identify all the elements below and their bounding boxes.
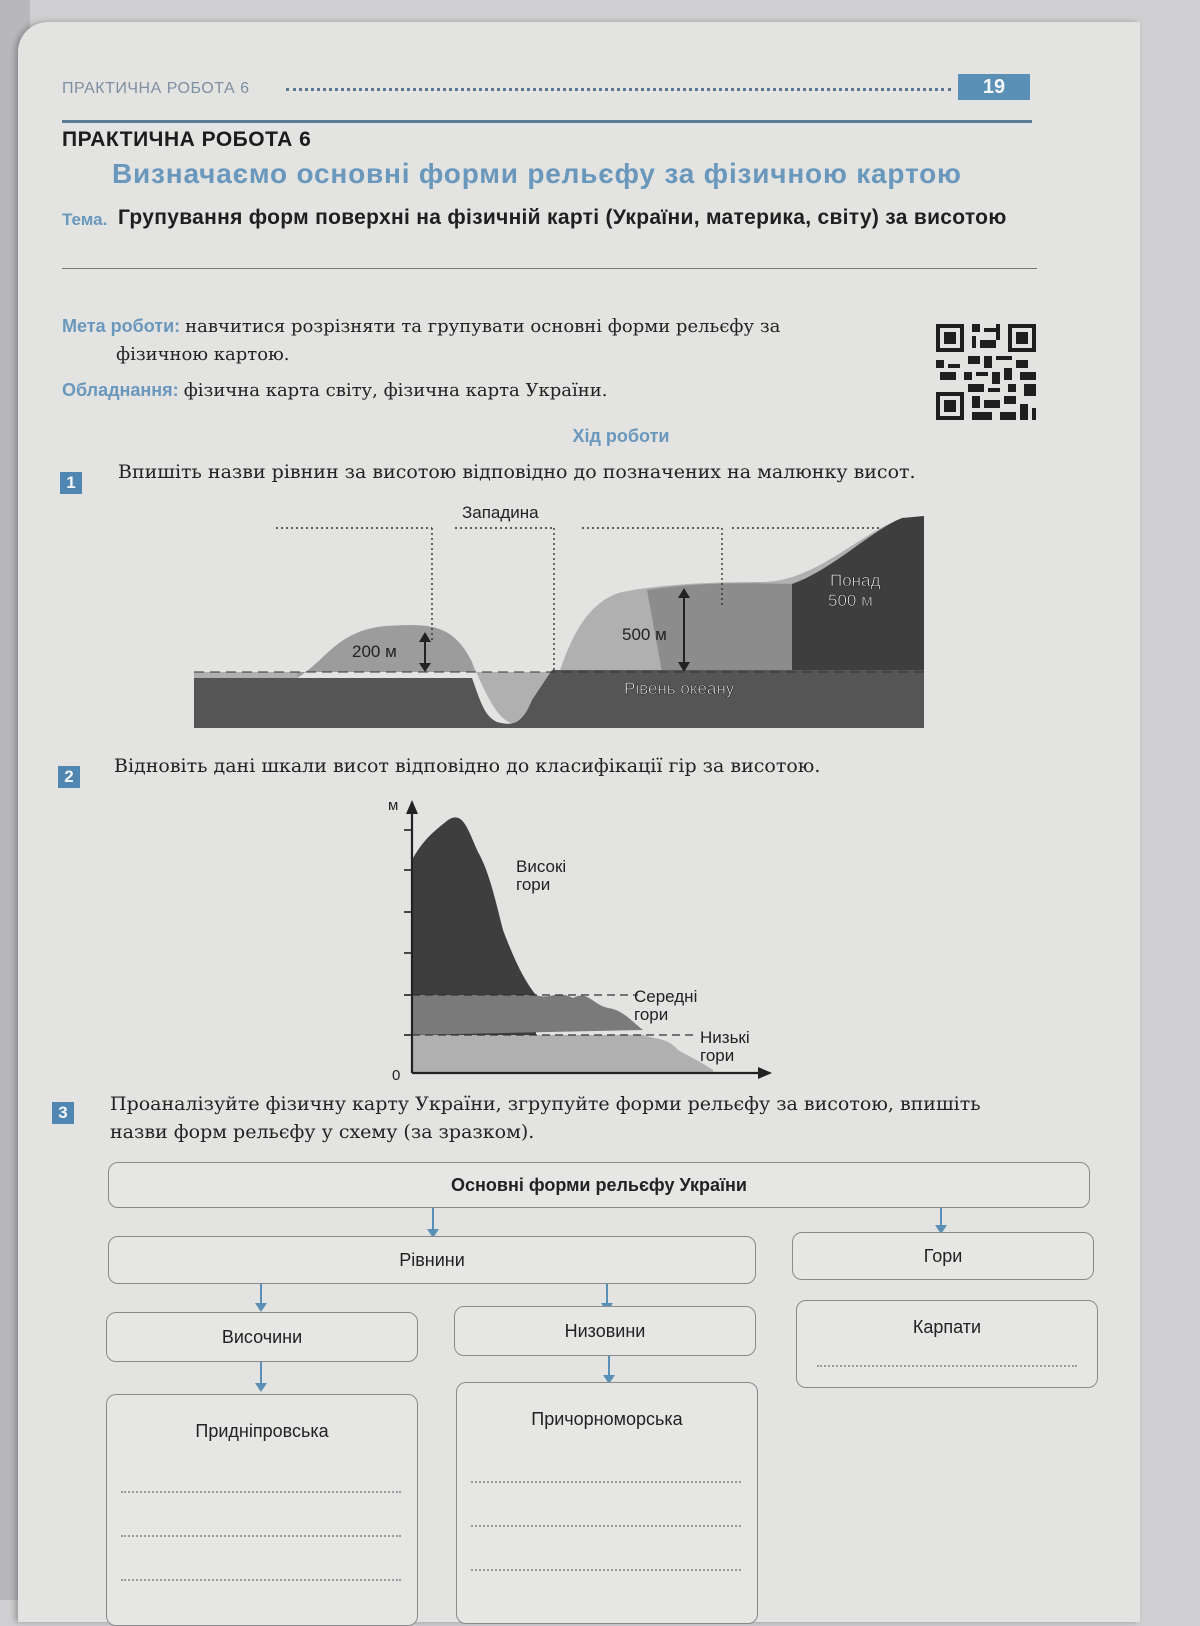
label-low-mountains-1: Низькі [700,1028,750,1047]
theme-text: Групування форм поверхні на фізичній карті (України, материка, світу) за висотою [118,206,1007,229]
task1-relief-diagram [192,500,962,740]
theme-label: Тема. [62,210,108,229]
arrow-to-lowlands [606,1284,608,1304]
task2-text: Відновіть дані шкали висот відповідно до класифікації гір за висотою. [114,755,821,777]
scheme-lowlands-box: Низовини [454,1306,756,1356]
arrow-to-lowland-list [608,1356,610,1376]
qr-code[interactable] [932,320,1040,424]
task2-badge: 2 [58,766,80,788]
header-dotted-leader [286,88,951,91]
label-depression: Западина [462,503,539,522]
label-mid-mountains-1: Середні [634,987,698,1006]
arrow-to-mountains [940,1208,942,1226]
lowland-answer-line-2[interactable] [471,1525,741,1527]
goal-text-line2: фізичною картою. [116,344,290,365]
task3-text [110,1090,1110,1146]
label-over500-line2: 500 м [828,591,873,610]
lowland-example: Причорноморська [531,1409,683,1429]
theme-rule [62,268,1037,269]
equipment-text: фізична карта світу, фізична карта України. [183,380,608,401]
axis-zero: 0 [392,1067,401,1080]
upland-answer-line-1[interactable] [121,1491,401,1493]
scheme-upland-list-box [106,1394,418,1626]
lowland-answer-line-3[interactable] [471,1569,741,1571]
label-ocean-level: Рівень океану [624,679,735,698]
upland-example: Придніпровська [195,1421,329,1441]
label-high-mountains-1: Високі [516,857,567,876]
header-rule [62,120,1032,123]
carpathians-answer-line[interactable] [817,1365,1077,1367]
workbook-page [18,22,1140,1622]
arrow-to-plains [432,1208,434,1230]
running-header: ПРАКТИЧНА РОБОТА 6 [62,80,250,97]
carpathians-label: Карпати [912,1317,982,1337]
axis-unit: м [388,797,399,814]
scheme-plains-box: Рівнини [108,1236,756,1284]
work-label: ПРАКТИЧНА РОБОТА 6 [62,128,312,151]
arrow-to-uplands [260,1284,262,1304]
goal-text-line1: навчитися розрізняти та групувати основні форми рельєфу за [185,316,781,337]
scheme-root-box: Основні форми рельєфу України [108,1162,1090,1208]
scheme-carpathians-box [796,1300,1098,1388]
lowland-answer-line-1[interactable] [471,1481,741,1483]
goal-label: Мета роботи: [62,316,181,336]
label-over500-line1: Понад [830,571,881,590]
label-low-mountains-2: гори [700,1046,735,1065]
progress-title: Хід роботи [572,426,670,446]
work-title: Визначаємо основні форми рельєфу за фізичною картою [112,158,962,189]
page-number: 19 [958,74,1030,100]
label-mid-mountains-2: гори [634,1005,669,1024]
label-high-mountains-2: гори [516,875,551,894]
scheme-mountains-box: Гори [792,1232,1094,1280]
task1-text: Впишіть назви рівнин за висотою відповідно до позначених на малюнку висот. [118,461,916,483]
equipment-label: Обладнання: [62,380,179,400]
arrow-to-upland-list [260,1362,262,1384]
label-200m: 200 м [352,642,397,661]
task3-text-line1: Проаналізуйте фізичну карту України, згрупуйте форми рельєфу за висотою, впишіть [110,1093,981,1115]
scheme-lowland-list-box [456,1382,758,1624]
task3-text-line2: назви форм рельєфу у схему (за зразком). [110,1121,535,1143]
task1-badge: 1 [60,472,82,494]
label-500m: 500 м [622,625,667,644]
goal-paragraph [62,312,922,369]
equipment-paragraph [62,380,608,401]
task3-badge: 3 [52,1102,74,1124]
scheme-uplands-box: Височини [106,1312,418,1362]
upland-answer-line-2[interactable] [121,1535,401,1537]
task2-mountain-diagram [378,790,778,1080]
upland-answer-line-3[interactable] [121,1579,401,1581]
